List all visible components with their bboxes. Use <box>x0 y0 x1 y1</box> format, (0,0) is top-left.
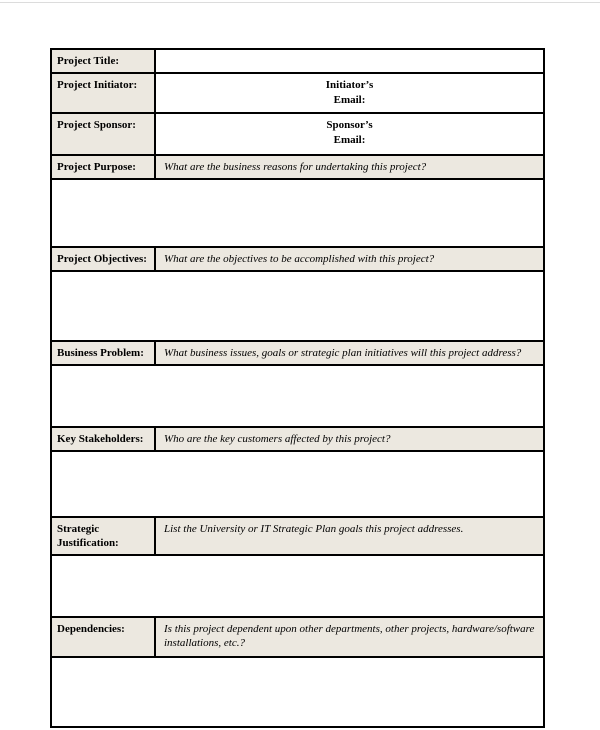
strategic-justification-header-row <box>52 518 543 556</box>
section-project-objectives <box>52 248 543 342</box>
section-dependencies <box>52 618 543 726</box>
project-objectives-prompt: What are the objectives to be accomplished with this project? <box>156 248 543 270</box>
section-strategic-justification <box>52 518 543 618</box>
strategic-justification-answer-field[interactable] <box>52 556 543 618</box>
project-title-field[interactable] <box>156 50 543 72</box>
page-top-divider <box>0 2 600 3</box>
project-title-row <box>52 50 543 74</box>
initiator-email-caption-line1: Initiator’s <box>325 79 374 91</box>
section-business-problem <box>52 342 543 428</box>
key-stakeholders-prompt: Who are the key customers affected by this project? <box>156 428 543 450</box>
project-purpose-prompt: What are the business reasons for undertaking this project? <box>156 156 543 178</box>
dependencies-answer-field[interactable] <box>52 658 543 726</box>
project-initiator-row <box>52 74 543 114</box>
strategic-justification-prompt: List the University or IT Strategic Plan goals this project addresses. <box>156 518 543 554</box>
project-title-label: Project Title: <box>52 50 156 72</box>
project-sponsor-label: Project Sponsor: <box>52 114 156 154</box>
dependencies-header-row <box>52 618 543 658</box>
project-purpose-answer-field[interactable] <box>52 180 543 248</box>
project-objectives-header-row <box>52 248 543 272</box>
dependencies-label: Dependencies: <box>52 618 156 656</box>
key-stakeholders-label: Key Stakeholders: <box>52 428 156 450</box>
business-problem-prompt: What business issues, goals or strategic plan initiatives will this project address? <box>156 342 543 364</box>
dependencies-prompt: Is this project dependent upon other departments, other projects, hardware/software installations, etc.? <box>156 618 543 656</box>
strategic-justification-label: Strategic Justification: <box>52 518 156 554</box>
project-sponsor-field[interactable] <box>156 114 543 154</box>
business-problem-answer-field[interactable] <box>52 366 543 428</box>
business-problem-header-row <box>52 342 543 366</box>
project-purpose-header-row <box>52 156 543 180</box>
initiator-email-caption-line2: Email: <box>333 93 366 106</box>
section-key-stakeholders <box>52 428 543 518</box>
sponsor-email-caption-line1: Sponsor’s <box>326 119 373 131</box>
sponsor-email-caption-line2: Email: <box>333 133 366 146</box>
project-initiator-label: Project Initiator: <box>52 74 156 112</box>
project-sponsor-row <box>52 114 543 156</box>
project-objectives-label: Project Objectives: <box>52 248 156 270</box>
project-charter-form <box>50 48 545 728</box>
project-objectives-answer-field[interactable] <box>52 272 543 342</box>
project-initiator-field[interactable] <box>156 74 543 112</box>
key-stakeholders-header-row <box>52 428 543 452</box>
business-problem-label: Business Problem: <box>52 342 156 364</box>
section-project-purpose <box>52 156 543 248</box>
key-stakeholders-answer-field[interactable] <box>52 452 543 518</box>
project-purpose-label: Project Purpose: <box>52 156 156 178</box>
